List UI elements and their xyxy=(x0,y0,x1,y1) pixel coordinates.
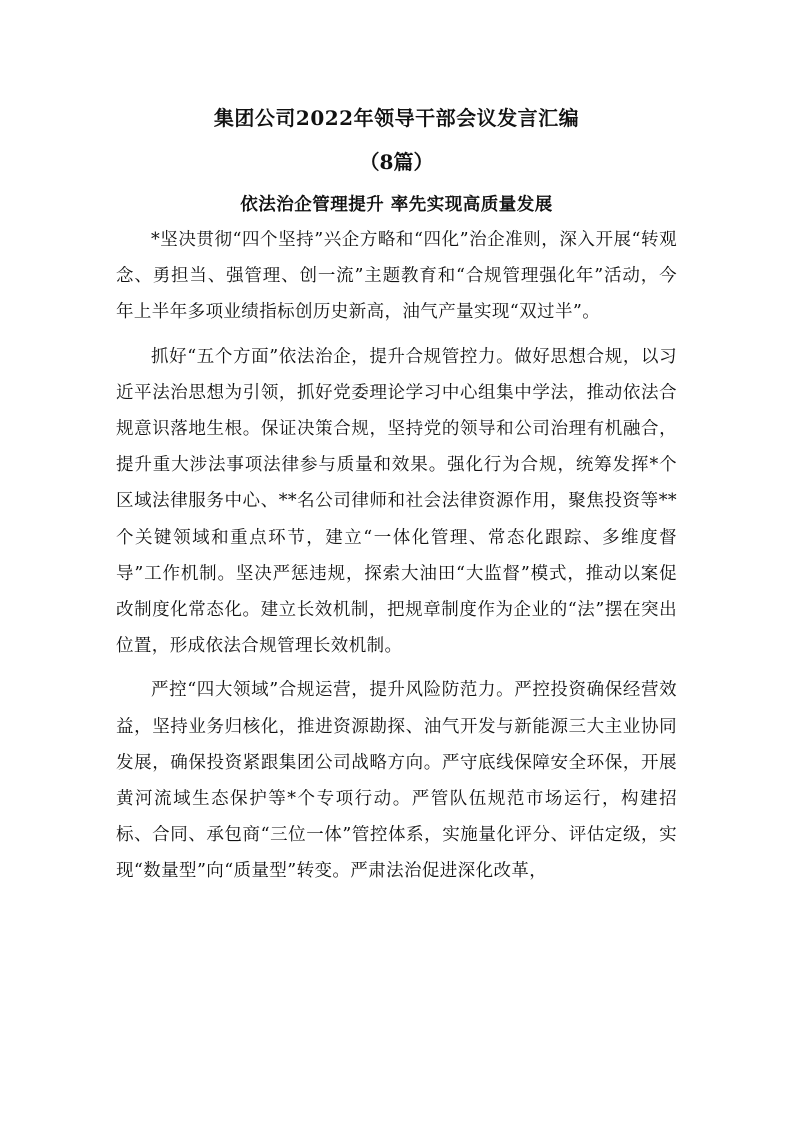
document-count: （8篇） xyxy=(359,150,434,174)
section-title: 依法治企管理提升 率先实现高质量发展 xyxy=(240,195,553,215)
paragraph-risk-prevention: 严控“四大领域”合规运营，提升风险防范力。严控投资确保经营效益，坚持业务归核化，推进资源勘探、油气开发与新能源三大主业协同发展，确保投资紧跟集团公司战略方向。严守底线保障安全环保，开展黄河流域生态保护等*个专项行动。严管队伍规范市场运行，构建招标、合同、承包商“三位一体”管控体系，实施量化评分、评估定级，实现“数量型”向“质量型”转变。严肃法治促进深化改革， xyxy=(116,680,677,882)
paragraph-compliance-control: 抓好“五个方面”依法治企，提升合规管控力。做好思想合规，以习近平法治思想为引领，抓好党委理论学习中心组集中学法，推动依法合规意识落地生根。保证决策合规，坚持党的领导和公司治理有机融合，提升重大涉法事项法律参与质量和效果。强化行为合规，统筹发挥*个区域法律服务中心、**名公司律师和社会法律资源作用，聚焦投资等**个关键领域和重点环节，建立“一体化管理、常态化跟踪、多维度督导”工作机制。坚决严惩违规，探索大油田“大监督”模式，推动以案促改制度化常态化。建立长效机制，把规章制度作为企业的“法”摆在突出位置，形成依法合规管理长效机制。 xyxy=(116,346,677,657)
document-title: 集团公司2022年领导干部会议发言汇编 xyxy=(213,106,580,130)
paragraph-intro: *坚决贯彻“四个坚持”兴企方略和“四化”治企准则，深入开展“转观念、勇担当、强管理、创一流”主题教育和“合规管理强化年”活动，今年上半年多项业绩指标创历史新高，油气产量实现“双过半”。 xyxy=(116,230,677,323)
